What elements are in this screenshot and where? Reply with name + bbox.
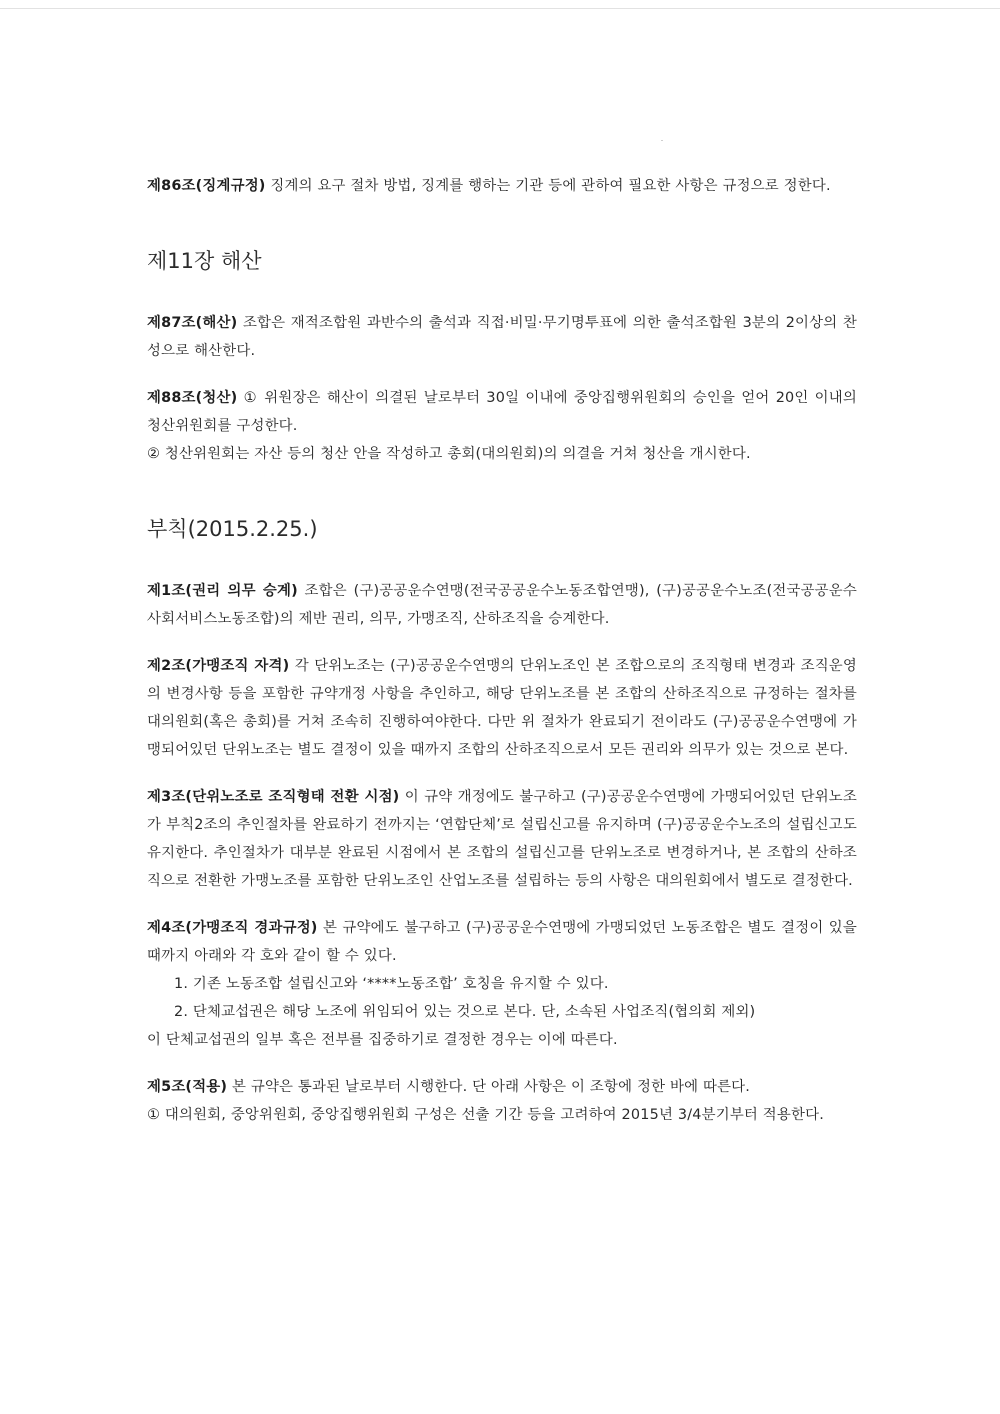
addenda-article-4-title: 제4조(가맹조직 경과규정) xyxy=(147,920,318,936)
addenda-article-5-title: 제5조(적용) xyxy=(147,1079,228,1095)
addenda-article-4-item-2-continued: 이 단체교섭권의 일부 혹은 전부를 집중하기로 결정한 경우는 이에 따른다. xyxy=(147,1032,618,1048)
addenda-article-3 xyxy=(147,783,857,895)
scan-edge-line xyxy=(0,8,1000,9)
article-87-title: 제87조(해산) xyxy=(147,315,238,331)
addenda-article-4-item-1: 1. 기존 노동조합 설립신고와 ‘****노동조합’ 호칭을 유지할 수 있다. xyxy=(174,976,609,992)
addenda-article-1 xyxy=(147,577,857,633)
addenda-article-4 xyxy=(147,914,857,970)
addenda-heading: 부칙(2015.2.25.) xyxy=(147,517,318,541)
addenda-article-1-text: 조합은 (구)공공운수연맹(전국공공운수노동조합연맹), (구)공공운수노조(전국공공운수사회서비스노동조합)의 제반 권리, 의무, 가맹조직, 산하조직을 승계한다. xyxy=(147,583,857,627)
document-body xyxy=(147,172,857,1129)
addenda-article-5 xyxy=(147,1073,857,1101)
addenda-article-2-text: 각 단위노조는 (구)공공운수연맹의 단위노조인 본 조합으로의 조직형태 변경과 조직운영의 변경사항 등을 포함한 규약개정 사항을 추인하고, 해당 단위노조를 본 조합의 산하조직으로 규정하는 절차를 대의원회(혹은 총회)를 거쳐 조속히 진행하여야한다. 다만 위 절차가 완료되기 전이라도 (구)공공운수연맹에 가맹되어있던 단위노조는 별도 결정이 있을 때까지 조합의 산하조직으로서 모든 권리와 의무가 있는 것으로 본다. xyxy=(147,658,857,758)
addenda-article-5-paragraph-2: ① 대의원회, 중앙위원회, 중앙집행위원회 구성은 선출 기간 등을 고려하여 2015년 3/4분기부터 적용한다. xyxy=(147,1107,824,1123)
addenda-article-2-title: 제2조(가맹조직 자격) xyxy=(147,658,290,674)
addenda-article-4-text: 본 규약에도 불구하고 (구)공공운수연맹에 가맹되었던 노동조합은 별도 결정이 있을 때까지 아래와 각 호와 같이 할 수 있다. xyxy=(147,920,857,964)
article-88 xyxy=(147,384,857,440)
article-86-title: 제86조(징계규정) xyxy=(147,178,266,194)
article-88-text: ① 위원장은 해산이 의결된 날로부터 30일 이내에 중앙집행위원회의 승인을 얻어 20인 이내의 청산위원회를 구성한다. xyxy=(147,390,857,434)
article-87-text: 조합은 재적조합원 과반수의 출석과 직접·비밀·무기명투표에 의한 출석조합원 3분의 2이상의 찬성으로 해산한다. xyxy=(147,315,857,359)
addenda-article-1-title: 제1조(권리 의무 승계) xyxy=(147,583,298,599)
scan-speck xyxy=(661,140,663,141)
article-88-title: 제88조(청산) xyxy=(147,390,238,406)
addenda-article-4-item-2: 2. 단체교섭권은 해당 노조에 위임되어 있는 것으로 본다. 단, 소속된 사업조직(협의회 제외) xyxy=(174,1004,756,1020)
article-86 xyxy=(147,172,857,200)
addenda-article-3-title: 제3조(단위노조로 조직형태 전환 시점) xyxy=(147,789,400,805)
addenda-article-3-text: 이 규약 개정에도 불구하고 (구)공공운수연맹에 가맹되어있던 단위노조가 부칙2조의 추인절차를 완료하기 전까지는 ‘연합단체’로 설립신고를 유지하며 (구)공공운수노조의 설립신고도 유지한다. 추인절차가 대부분 완료된 시점에서 본 조합의 설립신고를 단위노조로 변경하거나, 본 조합의 산하조직으로 전환한 가맹노조를 포함한 단위노조인 산업노조를 설립하는 등의 사항은 대의원회에서 별도로 결정한다. xyxy=(147,789,857,889)
addenda-article-5-text: 본 규약은 통과된 날로부터 시행한다. 단 아래 사항은 이 조항에 정한 바에 따른다. xyxy=(227,1079,751,1095)
article-86-text: 징계의 요구 절차 방법, 징계를 행하는 기관 등에 관하여 필요한 사항은 규정으로 정한다. xyxy=(265,178,831,194)
article-87 xyxy=(147,309,857,365)
chapter-11-heading: 제11장 해산 xyxy=(147,249,262,273)
addenda-article-2 xyxy=(147,652,857,764)
article-88-paragraph-2: ② 청산위원회는 자산 등의 청산 안을 작성하고 총회(대의원회)의 의결을 거쳐 청산을 개시한다. xyxy=(147,446,751,462)
